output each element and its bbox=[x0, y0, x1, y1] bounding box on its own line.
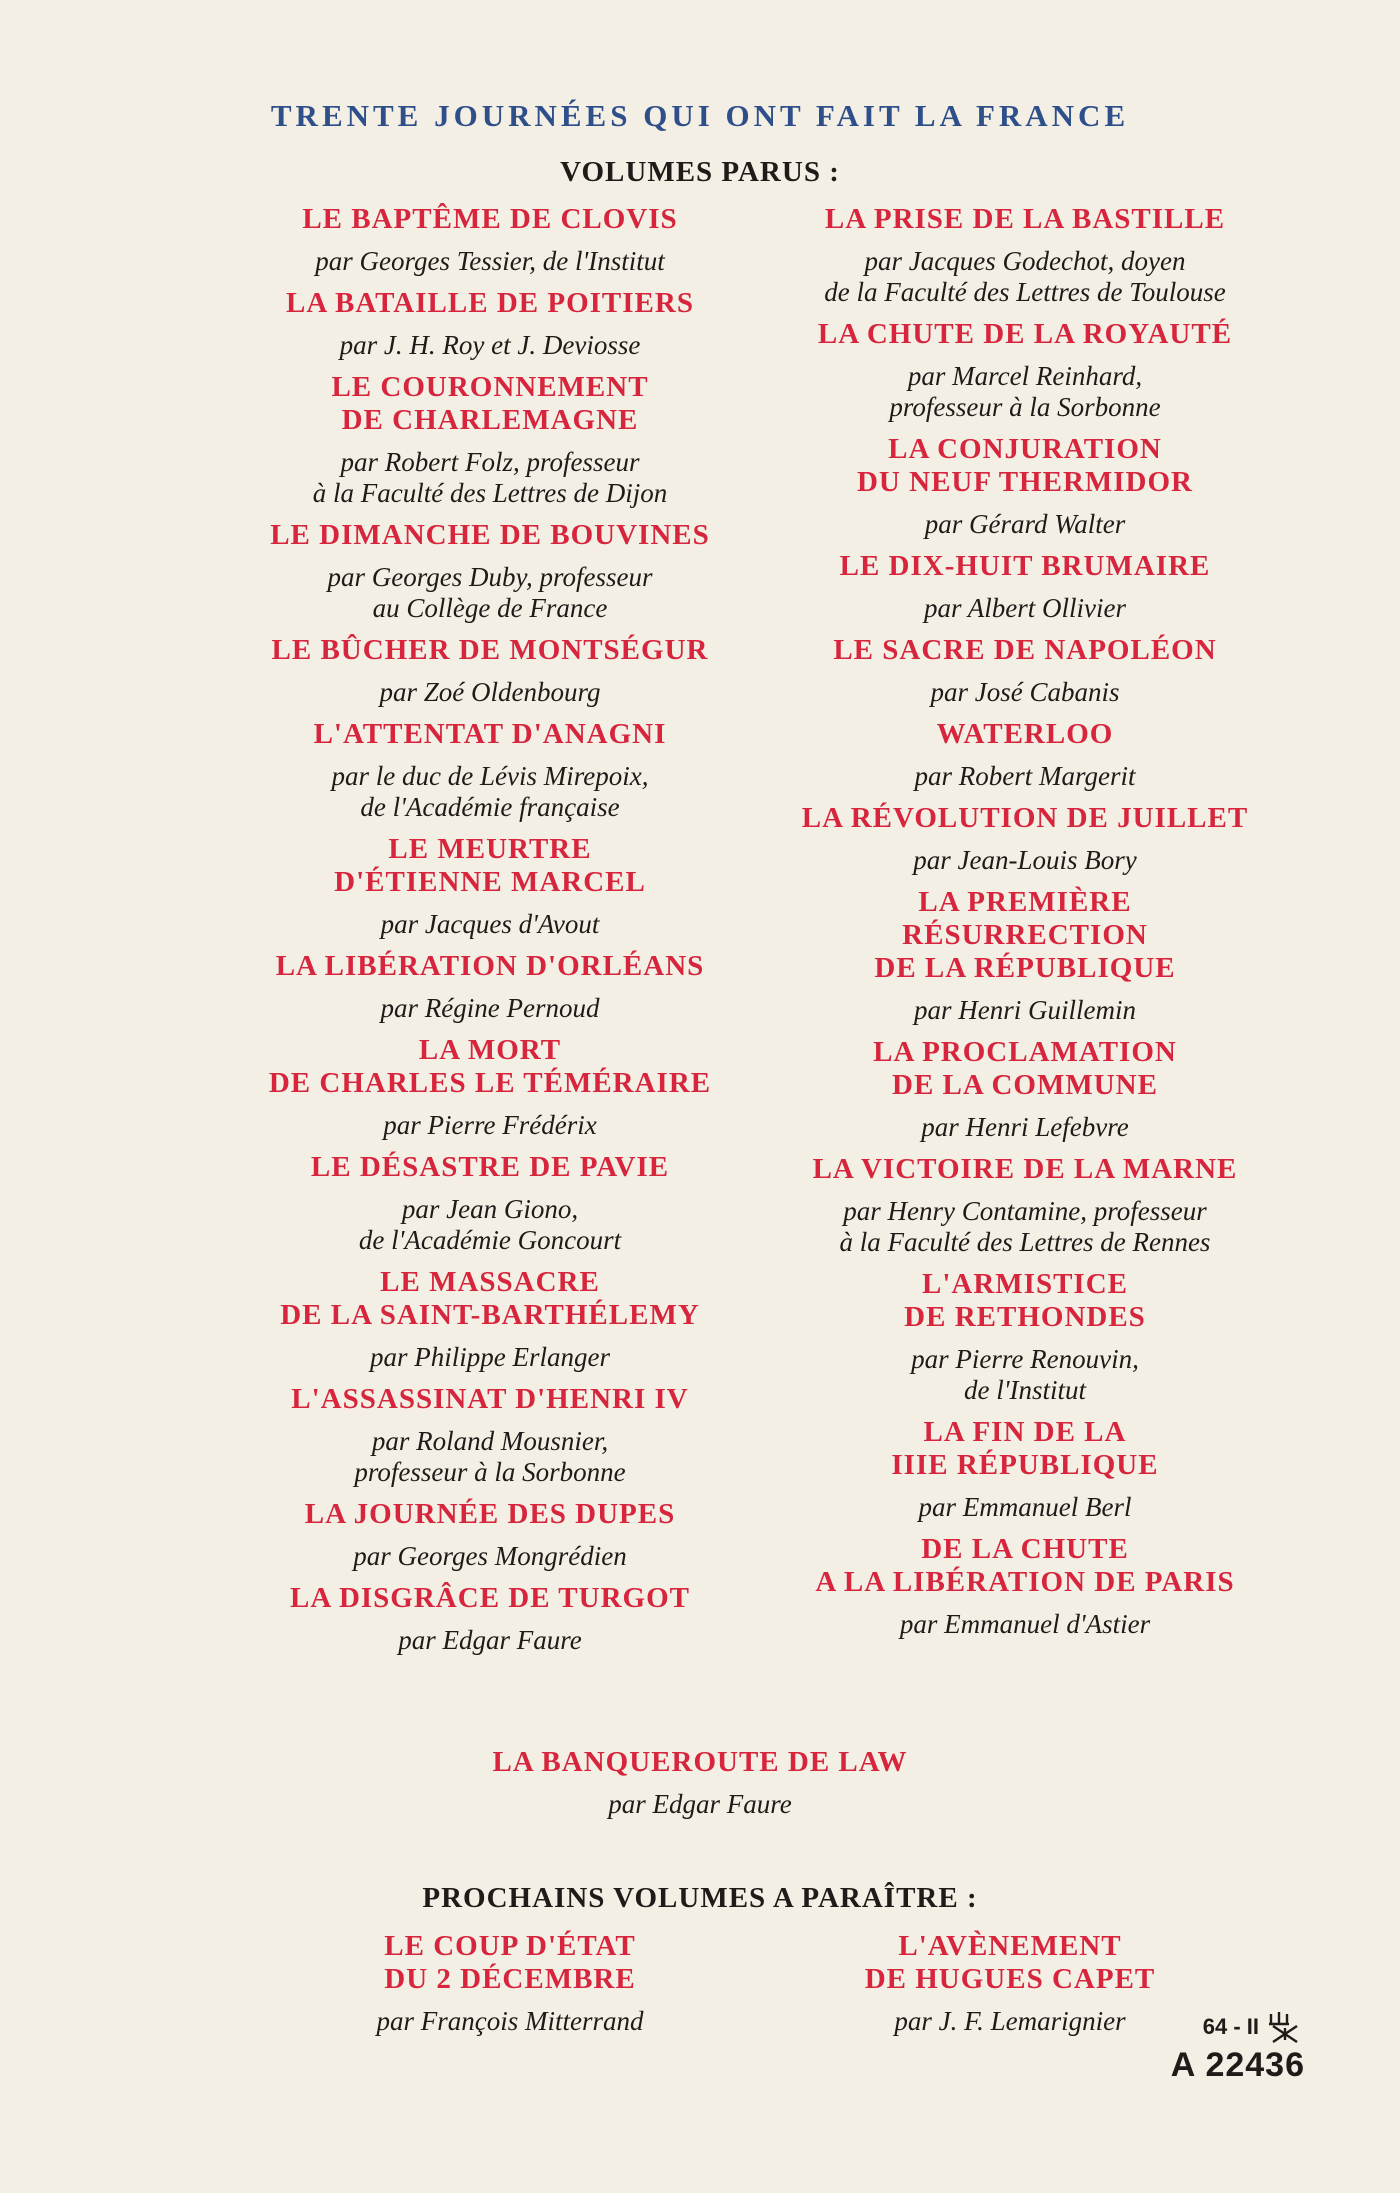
volume-title: LE DIX-HUIT BRUMAIRE bbox=[839, 550, 1211, 582]
volume-entry bbox=[230, 371, 750, 509]
volume-entry bbox=[230, 718, 750, 823]
volume-entry bbox=[745, 203, 1305, 308]
volume-title: L'ARMISTICE DE RETHONDES bbox=[904, 1268, 1146, 1333]
volume-author: par Henry Contamine, professeur à la Faculté des Lettres de Rennes bbox=[839, 1196, 1211, 1257]
volume-title: LA PREMIÈRE RÉSURRECTION DE LA RÉPUBLIQUE bbox=[874, 886, 1176, 984]
edition-code: 64 - II bbox=[1202, 2014, 1259, 2039]
volume-entry bbox=[745, 1268, 1305, 1406]
volume-author: par Philippe Erlanger bbox=[370, 1342, 610, 1372]
volume-author: par Henri Guillemin bbox=[914, 995, 1136, 1025]
volume-author: par Georges Duby, professeur au Collège de France bbox=[327, 562, 653, 623]
volume-author: par Régine Pernoud bbox=[380, 993, 600, 1023]
volume-entry bbox=[745, 550, 1305, 624]
volume-title: LA PRISE DE LA BASTILLE bbox=[824, 203, 1226, 235]
volume-entry bbox=[230, 1383, 750, 1488]
volume-title: LE MEURTRE D'ÉTIENNE MARCEL bbox=[334, 833, 646, 898]
volume-entry bbox=[745, 433, 1305, 540]
volume-entry bbox=[230, 519, 750, 624]
volume-author: par J. H. Roy et J. Deviosse bbox=[339, 330, 641, 360]
volume-author: par Emmanuel Berl bbox=[918, 1492, 1132, 1522]
series-title: TRENTE JOURNÉES QUI ONT FAIT LA FRANCE bbox=[270, 98, 1130, 133]
volume-title: LA VICTOIRE DE LA MARNE bbox=[812, 1153, 1238, 1185]
volume-title: LA DISGRÂCE DE TURGOT bbox=[290, 1582, 690, 1614]
volume-author: par Edgar Faure bbox=[398, 1625, 582, 1655]
volume-author: par Gérard Walter bbox=[924, 509, 1126, 539]
volume-entry bbox=[230, 1151, 750, 1256]
volume-title: LA BANQUEROUTE DE LAW bbox=[492, 1746, 908, 1778]
volume-entry bbox=[230, 634, 750, 708]
volume-author: par Jacques Godechot, doyen de la Faculté des Lettres de Toulouse bbox=[824, 246, 1226, 307]
volume-author: par J. F. Lemarignier bbox=[894, 2006, 1126, 2036]
volume-entry bbox=[745, 886, 1305, 1026]
volume-author: par Pierre Renouvin, de l'Institut bbox=[911, 1344, 1139, 1405]
volume-title: LE DIMANCHE DE BOUVINES bbox=[270, 519, 710, 551]
volume-author: par Roland Mousnier, professeur à la Sorbonne bbox=[354, 1426, 626, 1487]
volume-entry bbox=[230, 287, 750, 361]
volume-title: WATERLOO bbox=[936, 718, 1114, 750]
volume-title: LE MASSACRE DE LA SAINT-BARTHÉLEMY bbox=[280, 1266, 700, 1331]
volume-title: LE COURONNEMENT DE CHARLEMAGNE bbox=[331, 371, 649, 436]
volume-title: LE COUP D'ÉTAT DU 2 DÉCEMBRE bbox=[384, 1930, 636, 1995]
upcoming-heading: PROCHAINS VOLUMES A PARAÎTRE : bbox=[422, 1882, 978, 1914]
volume-title: LA JOURNÉE DES DUPES bbox=[304, 1498, 676, 1530]
volume-title: LA CONJURATION DU NEUF THERMIDOR bbox=[856, 433, 1193, 498]
volume-author: par Robert Margerit bbox=[914, 761, 1136, 791]
volume-entry bbox=[745, 718, 1305, 792]
volume-author: par Henri Lefebvre bbox=[921, 1112, 1129, 1142]
volume-title: L'ATTENTAT D'ANAGNI bbox=[313, 718, 667, 750]
publisher-emblem-icon bbox=[1265, 2010, 1305, 2044]
volume-author: par Edgar Faure bbox=[608, 1789, 792, 1819]
upcoming-left bbox=[280, 1930, 740, 2047]
volume-author: par Jacques d'Avout bbox=[380, 909, 600, 939]
volume-entry bbox=[745, 1416, 1305, 1523]
volume-entry bbox=[230, 1034, 750, 1141]
volume-entry bbox=[230, 1266, 750, 1373]
volumes-heading: VOLUMES PARUS : bbox=[560, 156, 840, 188]
volume-title: LA FIN DE LA IIIE RÉPUBLIQUE bbox=[891, 1416, 1159, 1481]
volume-author: par Georges Tessier, de l'Institut bbox=[315, 246, 665, 276]
volume-title: DE LA CHUTE A LA LIBÉRATION DE PARIS bbox=[815, 1533, 1235, 1598]
catalog-codes bbox=[1171, 2010, 1305, 2085]
left-column bbox=[230, 203, 750, 1666]
right-column bbox=[745, 203, 1305, 1650]
volume-author: par Robert Folz, professeur à la Faculté des Lettres de Dijon bbox=[312, 447, 668, 508]
volume-title: LE BAPTÊME DE CLOVIS bbox=[302, 203, 678, 235]
catalog-number: A 22436 bbox=[1170, 2046, 1305, 2084]
volume-entry bbox=[230, 1582, 750, 1656]
volume-title: LE DÉSASTRE DE PAVIE bbox=[310, 1151, 670, 1183]
volume-title: LA MORT DE CHARLES LE TÉMÉRAIRE bbox=[268, 1034, 712, 1099]
volume-title: LA RÉVOLUTION DE JUILLET bbox=[801, 802, 1249, 834]
volume-title: LA BATAILLE DE POITIERS bbox=[286, 287, 694, 319]
volume-entry bbox=[230, 1498, 750, 1572]
volume-title: LE SACRE DE NAPOLÉON bbox=[833, 634, 1217, 666]
volume-title: L'AVÈNEMENT DE HUGUES CAPET bbox=[864, 1930, 1156, 1995]
volume-author: par François Mitterrand bbox=[376, 2006, 644, 2036]
volume-author: par Pierre Frédérix bbox=[383, 1110, 597, 1140]
volume-author: par Georges Mongrédien bbox=[353, 1541, 627, 1571]
volume-author: par Marcel Reinhard, professeur à la Sorbonne bbox=[889, 361, 1161, 422]
volume-entry bbox=[745, 1036, 1305, 1143]
volume-author: par José Cabanis bbox=[930, 677, 1120, 707]
volume-title: LE BÛCHER DE MONTSÉGUR bbox=[271, 634, 709, 666]
volume-entry bbox=[745, 1153, 1305, 1258]
volume-author: par Emmanuel d'Astier bbox=[899, 1609, 1151, 1639]
volume-author: par Jean-Louis Bory bbox=[913, 845, 1137, 875]
volume-entry bbox=[230, 950, 750, 1024]
volume-author: par Albert Ollivier bbox=[924, 593, 1126, 623]
center-entry bbox=[0, 1746, 1400, 1830]
volume-title: LA LIBÉRATION D'ORLÉANS bbox=[275, 950, 705, 982]
volume-entry bbox=[745, 634, 1305, 708]
volume-author: par le duc de Lévis Mirepoix, de l'Académie française bbox=[331, 761, 649, 822]
volume-author: par Zoé Oldenbourg bbox=[379, 677, 601, 707]
volume-title: L'ASSASSINAT D'HENRI IV bbox=[291, 1383, 689, 1415]
volume-title: LA PROCLAMATION DE LA COMMUNE bbox=[873, 1036, 1177, 1101]
volume-entry bbox=[745, 318, 1305, 423]
volume-entry bbox=[745, 802, 1305, 876]
volume-entry bbox=[230, 203, 750, 277]
volume-entry bbox=[745, 1533, 1305, 1640]
volume-entry bbox=[230, 833, 750, 940]
volume-author: par Jean Giono, de l'Académie Goncourt bbox=[358, 1194, 622, 1255]
volume-title: LA CHUTE DE LA ROYAUTÉ bbox=[817, 318, 1233, 350]
